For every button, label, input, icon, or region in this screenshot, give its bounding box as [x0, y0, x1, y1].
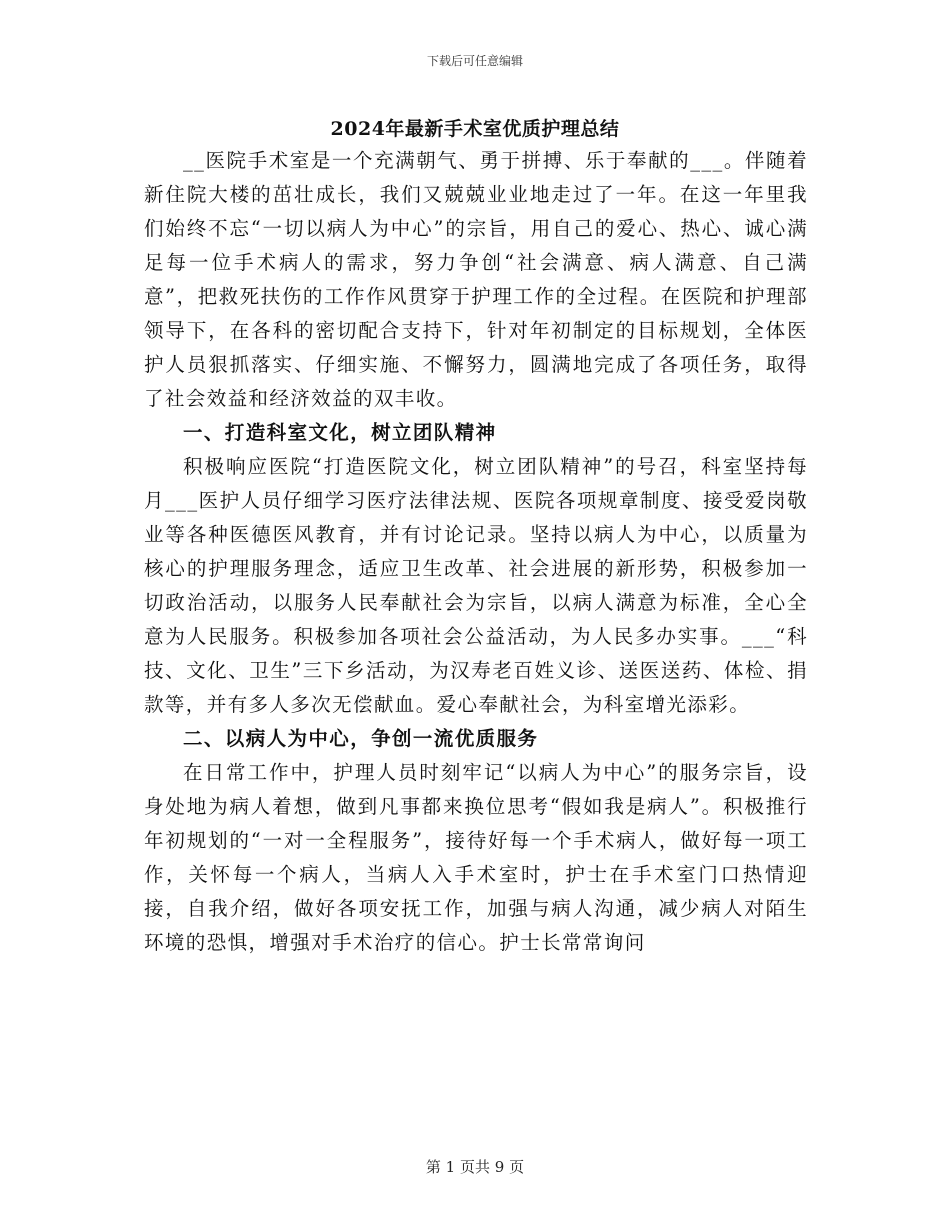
section-heading-2: 二、以病人为中心，争创一流优质服务 [183, 727, 539, 750]
page-header: 下载后可任意编辑 [426, 54, 523, 68]
intro-paragraph: __医院手术室是一个充满朝气、勇于拼搏、乐于奉献的___。伴随着新住院大楼的茁壮成长，我们又兢兢业业地走过了一年。在这一年里我们始终不忘“一切以病人为中心”的宗旨，用自己的爱心、热心、诚心满足每一位手术病人的需求，努力争创“社会满意、病人满意、自己满意”，把救死扶伤的工作作风贯穿于护理工作的全过程。在医院和护理部领导下，在各科的密切配合支持下，针对年初制定的目标规划，全体医护人员狠抓落实、仔细实施、不懈努力，圆满地完成了各项任务，取得了社会效益和经济效益的双丰收。 [144, 149, 808, 410]
section-2-paragraph: 在日常工作中，护理人员时刻牢记“以病人为中心”的服务宗旨，设身处地为病人着想，做到凡事都来换位思考“假如我是病人”。积极推行年初规划的“一对一全程服务”，接待好每一个手术病人，做好每一项工作，关怀每一个病人，当病人入手术室时，护士在手术室门口热情迎接，自我介绍，做好各项安抚工作，加强与病人沟通，减少病人对陌生环境的恐惧，增强对手术治疗的信心。护士长常常询问 [144, 761, 808, 954]
document-title: 2024年最新手术室优质护理总结 [330, 118, 620, 140]
page-footer: 第 1 页共 9 页 [425, 1158, 525, 1176]
document-body [144, 144, 808, 960]
section-heading-1: 一、打造科室文化，树立团队精神 [183, 421, 497, 444]
section-1-paragraph: 积极响应医院“打造医院文化，树立团队精神”的号召，科室坚持每月___医护人员仔细学习医疗法律法规、医院各项规章制度、接受爱岗敬业等各种医德医风教育，并有讨论记录。坚持以病人为中心，以质量为核心的护理服务理念，适应卫生改革、社会进展的新形势，积极参加一切政治活动，以服务人民奉献社会为宗旨，以病人满意为标准，全心全意为人民服务。积极参加各项社会公益活动，为人民多办实事。___“科技、文化、卫生”三下乡活动，为汉寿老百姓义诊、送医送药、体检、捐款等，并有多人多次无偿献血。爱心奉献社会，为科室增光添彩。 [144, 455, 808, 716]
